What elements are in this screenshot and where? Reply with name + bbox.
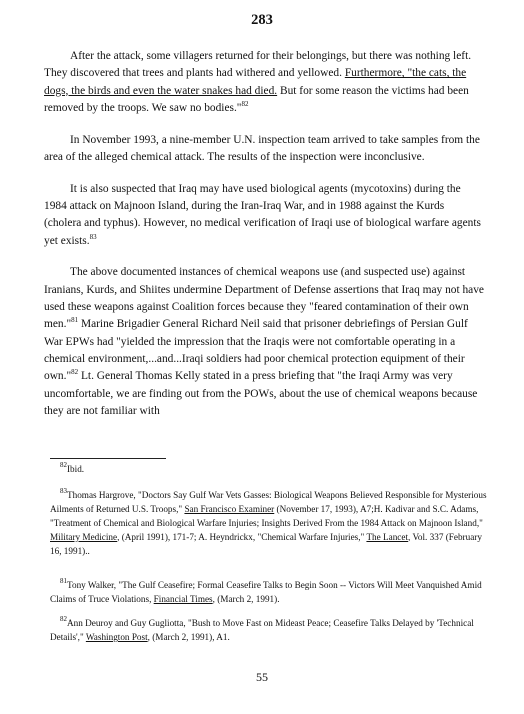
footnote-mark: 82 xyxy=(60,461,67,469)
footnote-mark: 81 xyxy=(60,577,67,585)
footnote-ref-82: 82 xyxy=(241,99,249,108)
footnote-82 xyxy=(50,462,490,476)
source-title: San Francisco Examiner xyxy=(184,504,275,514)
footnote-text: Thomas Hargrove, "Doctors Say Gulf War Vets Gasses: Biological Weapons Believed Responsible for Mysterious Ailments of Returned U.S. Troops," xyxy=(50,490,487,514)
footnote-text: , (March 2, 1991), A1. xyxy=(147,632,230,642)
paragraph-1-text: After the attack, some villagers returned for their belongings, but there was nothing left. They discovered that trees and plants had withered and yellowed. xyxy=(44,50,472,80)
source-title: Military Medicine xyxy=(50,532,118,542)
footnote-text: Ann Deuroy and Guy Gugliotta, "Bush to Move Fast on Mideast Peace; Ceasefire Talks Delayed by 'Technical Details'," xyxy=(50,618,474,642)
page-number-top: 283 xyxy=(251,12,273,28)
footnote-text: , (March 2, 1991). xyxy=(212,594,280,604)
footnote-text: Ibid. xyxy=(67,464,85,474)
source-title: Financial Times xyxy=(153,594,213,604)
footnote-83 xyxy=(50,488,490,558)
footnote-mark: 82 xyxy=(60,615,67,623)
source-title: The Lancet xyxy=(366,532,409,542)
body-text xyxy=(44,48,484,435)
footnote-text: , (April 1991), 171-7; A. Heyndrickx, "Chemical Warfare Injuries," xyxy=(117,532,367,542)
footnote-ref-81: 81 xyxy=(71,316,79,325)
footnote-rule xyxy=(50,458,166,459)
paragraph-2: In November 1993, a nine-member U.N. inspection team arrived to take samples from the area of the alleged chemical attack. The results of the inspection were inconclusive. xyxy=(44,133,480,163)
footnote-ref-82b: 82 xyxy=(71,368,79,377)
paragraph-4-part-3: Lt. General Thomas Kelly stated in a press briefing that "the Iraqi Army was very uncomfortable, we are finding out from the POWs, about the use of chemical weapons because they are not familiar with xyxy=(44,370,478,417)
footnote-81 xyxy=(50,578,490,606)
paragraph-4-part-1: The above documented instances of chemical weapons use (and suspected use) against Iranians, Kurds, and Shiites undermine Department of Defense assertions that Iraq may not have used these weapons against Coalition forces because they "feared contamination of their own men." xyxy=(44,266,484,331)
page-number-bottom: 55 xyxy=(256,670,268,684)
paragraph-4-part-2: Marine Brigadier General Richard Neil said that prisoner debriefings of Persian Gulf War EPWs had "yielded the impression that the Iraqis were not comfortable operating in a chemical environment,...and...Iraqi soldiers had poor chemical protection equipment of their own." xyxy=(44,318,468,383)
paragraph-3-text: It is also suspected that Iraq may have used biological agents (mycotoxins) during the 1984 attack on Majnoon Island, during the Iran-Iraq War, and in 1988 against the Kurds (cholera and typhus). However, no medical verification of Iraqi use of biological warfare agents yet exists. xyxy=(44,182,481,247)
paragraph-1 xyxy=(44,48,484,117)
paragraph-3 xyxy=(44,181,484,250)
paragraph-1-tail: But for some reason the victims had been removed by the troops. We saw no bodies." xyxy=(44,84,469,114)
footnote-text: Tony Walker, "The Gulf Ceasefire; Formal Ceasefire Talks to Begin Soon -- Victors Will Meet Vanquished Amid Claims of Truce Violations, xyxy=(50,580,482,604)
paragraph-4 xyxy=(44,264,484,420)
footnote-text: , Vol. 337 (February 16, 1991).. xyxy=(50,532,482,556)
quoted-passage: Furthermore, "the cats, the dogs, the birds and even the water snakes had died. xyxy=(44,67,467,97)
source-title: Washington Post xyxy=(85,632,148,642)
footnote-text: (November 17, 1993), A7;H. Kadivar and S.C. Adams, "Treatment of Chemical and Biological Warfare Injuries; Insights Derived From the 1984 Attack on Majnoon Island," xyxy=(50,504,483,528)
footnote-82b xyxy=(50,616,490,644)
footnote-ref-83: 83 xyxy=(89,232,97,241)
footnote-mark: 83 xyxy=(60,487,67,495)
